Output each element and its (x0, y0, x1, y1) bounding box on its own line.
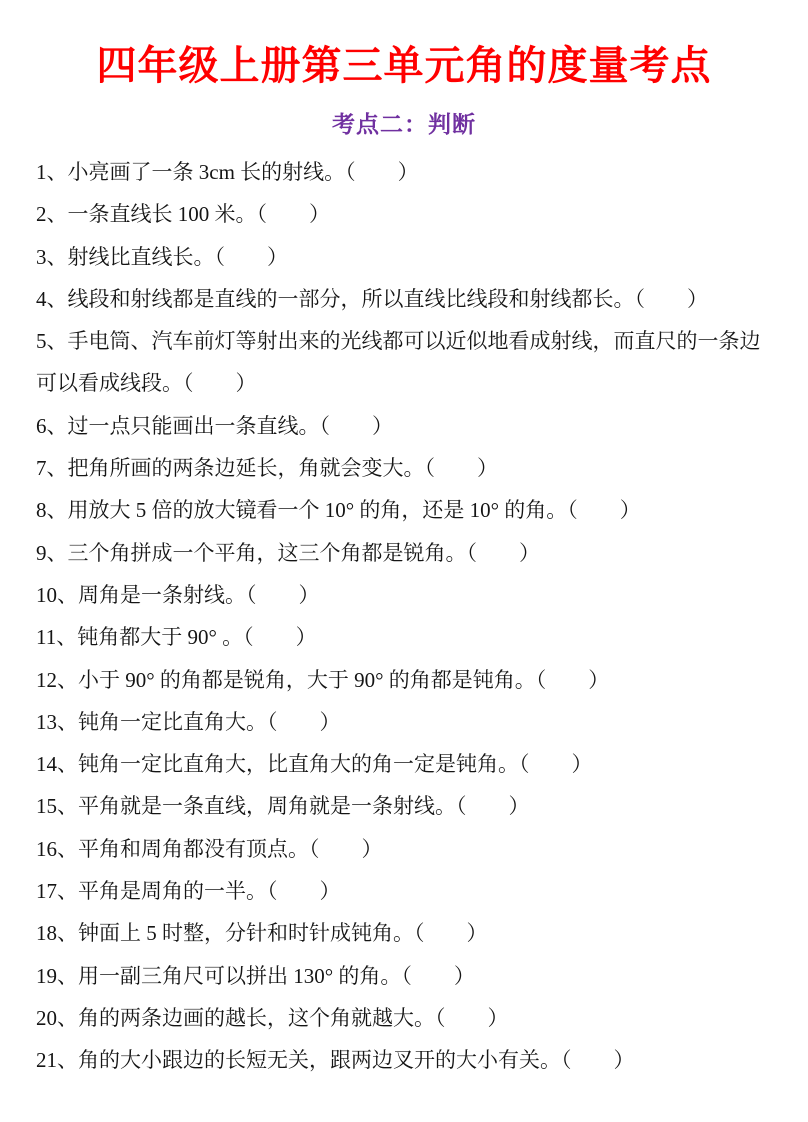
question-item: 2、一条直线长 100 米。（ ） (36, 202, 330, 227)
question-item: 16、平角和周角都没有顶点。（ ） (36, 836, 383, 861)
question-item: 1、小亮画了一条 3cm 长的射线。（ ） (36, 160, 419, 184)
question-item: 7、把角所画的两条边延长，角就会变大。（ ） (36, 456, 498, 481)
question-item: 9、三个角拼成一个平角，这三个角都是锐角。（ ） (36, 540, 540, 565)
question-item: 19、用一副三角尺可以拼出 130° 的角。（ ） (36, 963, 475, 988)
question-item: 18、钟面上 5 时整，分针和时针成钝角。（ ） (36, 921, 488, 946)
question-item: 5、手电筒、汽车前灯等射出来的光线都可以近似地看成射线，而直尺的一条边可以看成线段。（ ） (36, 329, 761, 396)
question-item: 21、角的大小跟边的长短无关，跟两边叉开的大小有关。（ ） (36, 1048, 635, 1073)
question-item: 14、钝角一定比直角大，比直角大的角一定是钝角。（ ） (36, 752, 593, 777)
question-item: 11、钝角都大于 90° 。（ ） (36, 625, 317, 650)
page-title: 四年级上册第三单元角的度量考点 (96, 43, 712, 88)
question-item: 15、平角就是一条直线，周角就是一条射线。（ ） (36, 794, 530, 819)
question-item: 3、射线比直线长。（ ） (36, 244, 288, 269)
question-item: 17、平角是周角的一半。（ ） (36, 879, 341, 904)
question-item: 13、钝角一定比直角大。（ ） (36, 709, 341, 734)
section-subtitle: 考点二：判断 (332, 111, 476, 137)
question-item: 4、线段和射线都是直线的一部分，所以直线比线段和射线都长。（ ） (36, 286, 708, 311)
question-item: 20、角的两条边画的越长，这个角就越大。（ ） (36, 1005, 509, 1030)
question-list (36, 151, 772, 1082)
question-item: 12、小于 90° 的角都是锐角，大于 90° 的角都是钝角。（ ） (36, 667, 610, 692)
question-item: 6、过一点只能画出一条直线。（ ） (36, 413, 393, 438)
question-item: 8、用放大 5 倍的放大镜看一个 10° 的角，还是 10° 的角。（ ） (36, 498, 641, 523)
question-item: 10、周角是一条射线。（ ） (36, 582, 320, 607)
